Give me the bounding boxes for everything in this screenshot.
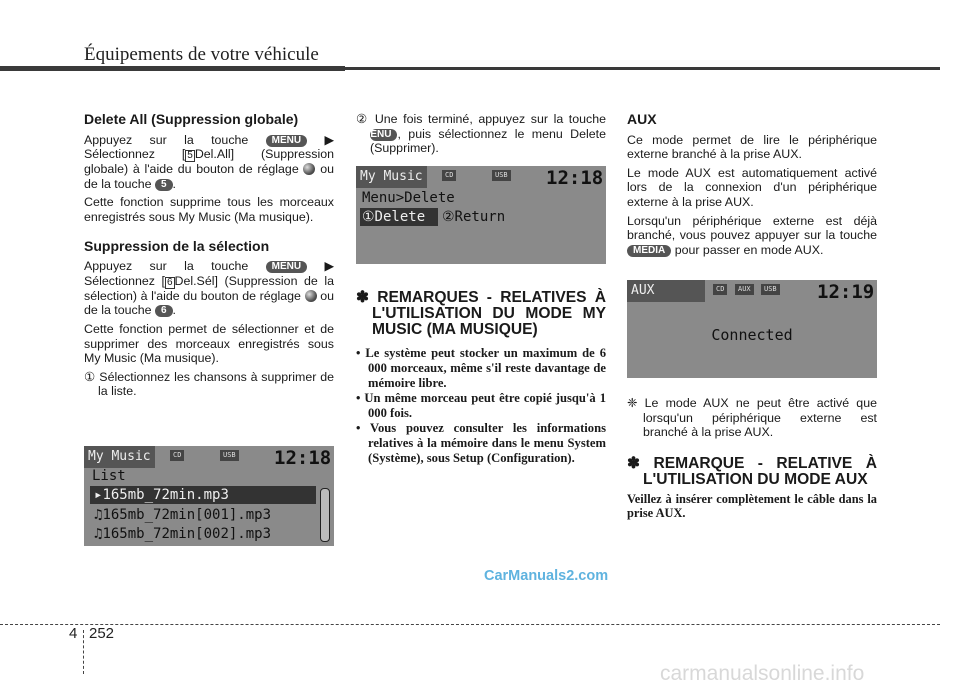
screen-title: AUX [627,280,705,302]
aux-note: ❈ Le mode AUX ne peut être activé que lorsqu'un périphérique externe est branché à la prise AUX. [627,396,877,440]
screen-subtitle: List [92,468,126,484]
header-rule [0,66,345,71]
list-item: ♫165mb_72min[002].mp3 [94,526,272,542]
aux-p2: Le mode AUX est automatiquement activé lors de la connexion d'un périphérique externe à la prise AUX. [627,165,877,209]
tune-knob-icon [305,290,317,302]
button-6-icon: 6 [155,305,173,317]
screen-clock: 12:18 [546,167,604,189]
list-item: • Vous pouvez consulter les informations relatives à la mémoire dans le menu System (Système), sous Setup (Configuration). [356,421,606,465]
delete-all-heading: Delete All (Suppression globale) [84,111,299,127]
button-5-icon: 5 [155,179,173,191]
usb-badge: USB [492,170,511,181]
middle-column [356,112,606,160]
watermark-site: carmanualsonline.info [660,662,865,685]
delete-all-instructions: Appuyez sur la touche MENU ▶ Sélectionnez [ 5 Del.All] (Suppression globale) à l'aide du bouton de réglage ou de la touche 5 . [84,132,334,191]
aux-badge: AUX [735,284,754,295]
list-item: ♫165mb_72min[001].mp3 [94,507,272,523]
usb-badge: USB [220,450,239,461]
list-item: • Un même morceau peut être copié jusqu'à 1 000 fois. [356,391,606,420]
header-rule-thin [345,67,940,70]
remarks-list [356,346,606,466]
aux-p1: Ce mode permet de lire le périphérique externe branché à la prise AUX. [627,132,877,162]
key-6-icon: 6 [166,276,173,288]
aux-screen [627,280,877,378]
aux-heading: AUX [627,111,657,127]
menu-path: Menu>Delete [362,190,455,206]
delete-all-description: Cette fonction supprime tous les morceaux enregistrés sous My Music (Ma musique). [84,195,334,224]
media-button-icon: MEDIA [627,245,671,257]
tune-knob-icon [303,163,315,175]
screen-clock: 12:19 [817,281,875,303]
screen-clock: 12:18 [274,447,332,469]
list-item: ▸165mb_72min.mp3 [94,487,229,503]
page-number: 252 [89,625,115,642]
menu-button-icon: MENU [370,129,397,141]
key-5-icon: 5 [187,150,193,162]
my-music-list-screen [84,446,334,546]
footer-divider [83,630,84,674]
delete-selection-instructions: Appuyez sur la touche MENU ▶ Sélectionnez [ 6 Del.Sél] (Suppression de la sélection) à l'aide du bouton de réglage ou de la touche 6 . [84,259,334,318]
chapter-number: 4 [69,625,78,642]
screen-title: My Music [84,446,155,468]
left-column [84,112,334,403]
page-header-title: Équipements de votre véhicule [84,44,319,65]
scrollbar [320,488,330,542]
footer-rule [0,624,940,625]
delete-option: ①Delete [362,209,426,225]
watermark-brand: CarManuals2.com [484,568,609,584]
aux-p3: Lorsqu'un périphérique externe est déjà branché, vous pouvez appuyer sur la touche MEDIA pour passer en mode AUX. [627,213,877,257]
step-1: ① Sélectionnez les chansons à supprimer de la liste. [84,369,334,399]
aux-remark-title: ✽ REMARQUE - RELATIVE À L'UTILISATION DU MODE AUX [627,454,877,488]
connection-status: Connected [711,326,793,344]
screen-title: My Music [356,166,427,188]
step-2: ② Une fois terminé, appuyez sur la touche MENU , puis sélectionnez le menu Delete (Supprimer). [356,112,606,156]
menu-button-icon: MENU [266,261,307,273]
list-item: • Le système peut stocker un maximum de 6 000 morceaux, même s'il reste davantage de mémoire libre. [356,346,606,390]
remarks-title: ✽ REMARQUES - RELATIVES À L'UTILISATION DU MODE MY MUSIC (MA MUSIQUE) [356,289,606,338]
delete-selection-heading: Suppression de la sélection [84,237,270,254]
cd-badge: CD [442,170,456,181]
menu-button-icon: MENU [266,135,307,147]
usb-badge: USB [761,284,780,295]
aux-notes [627,396,877,525]
aux-remark-body: Veillez à insérer complètement le câble dans la prise AUX. [627,491,877,521]
right-column [627,112,877,261]
return-option: ②Return [442,209,506,225]
delete-selection-description: Cette fonction permet de sélectionner et de supprimer des morceaux enregistrés sous My Music (Ma musique). [84,321,334,366]
cd-badge: CD [170,450,184,461]
remarks-block [356,290,606,466]
cd-badge: CD [713,284,727,295]
delete-menu-screen [356,166,606,264]
